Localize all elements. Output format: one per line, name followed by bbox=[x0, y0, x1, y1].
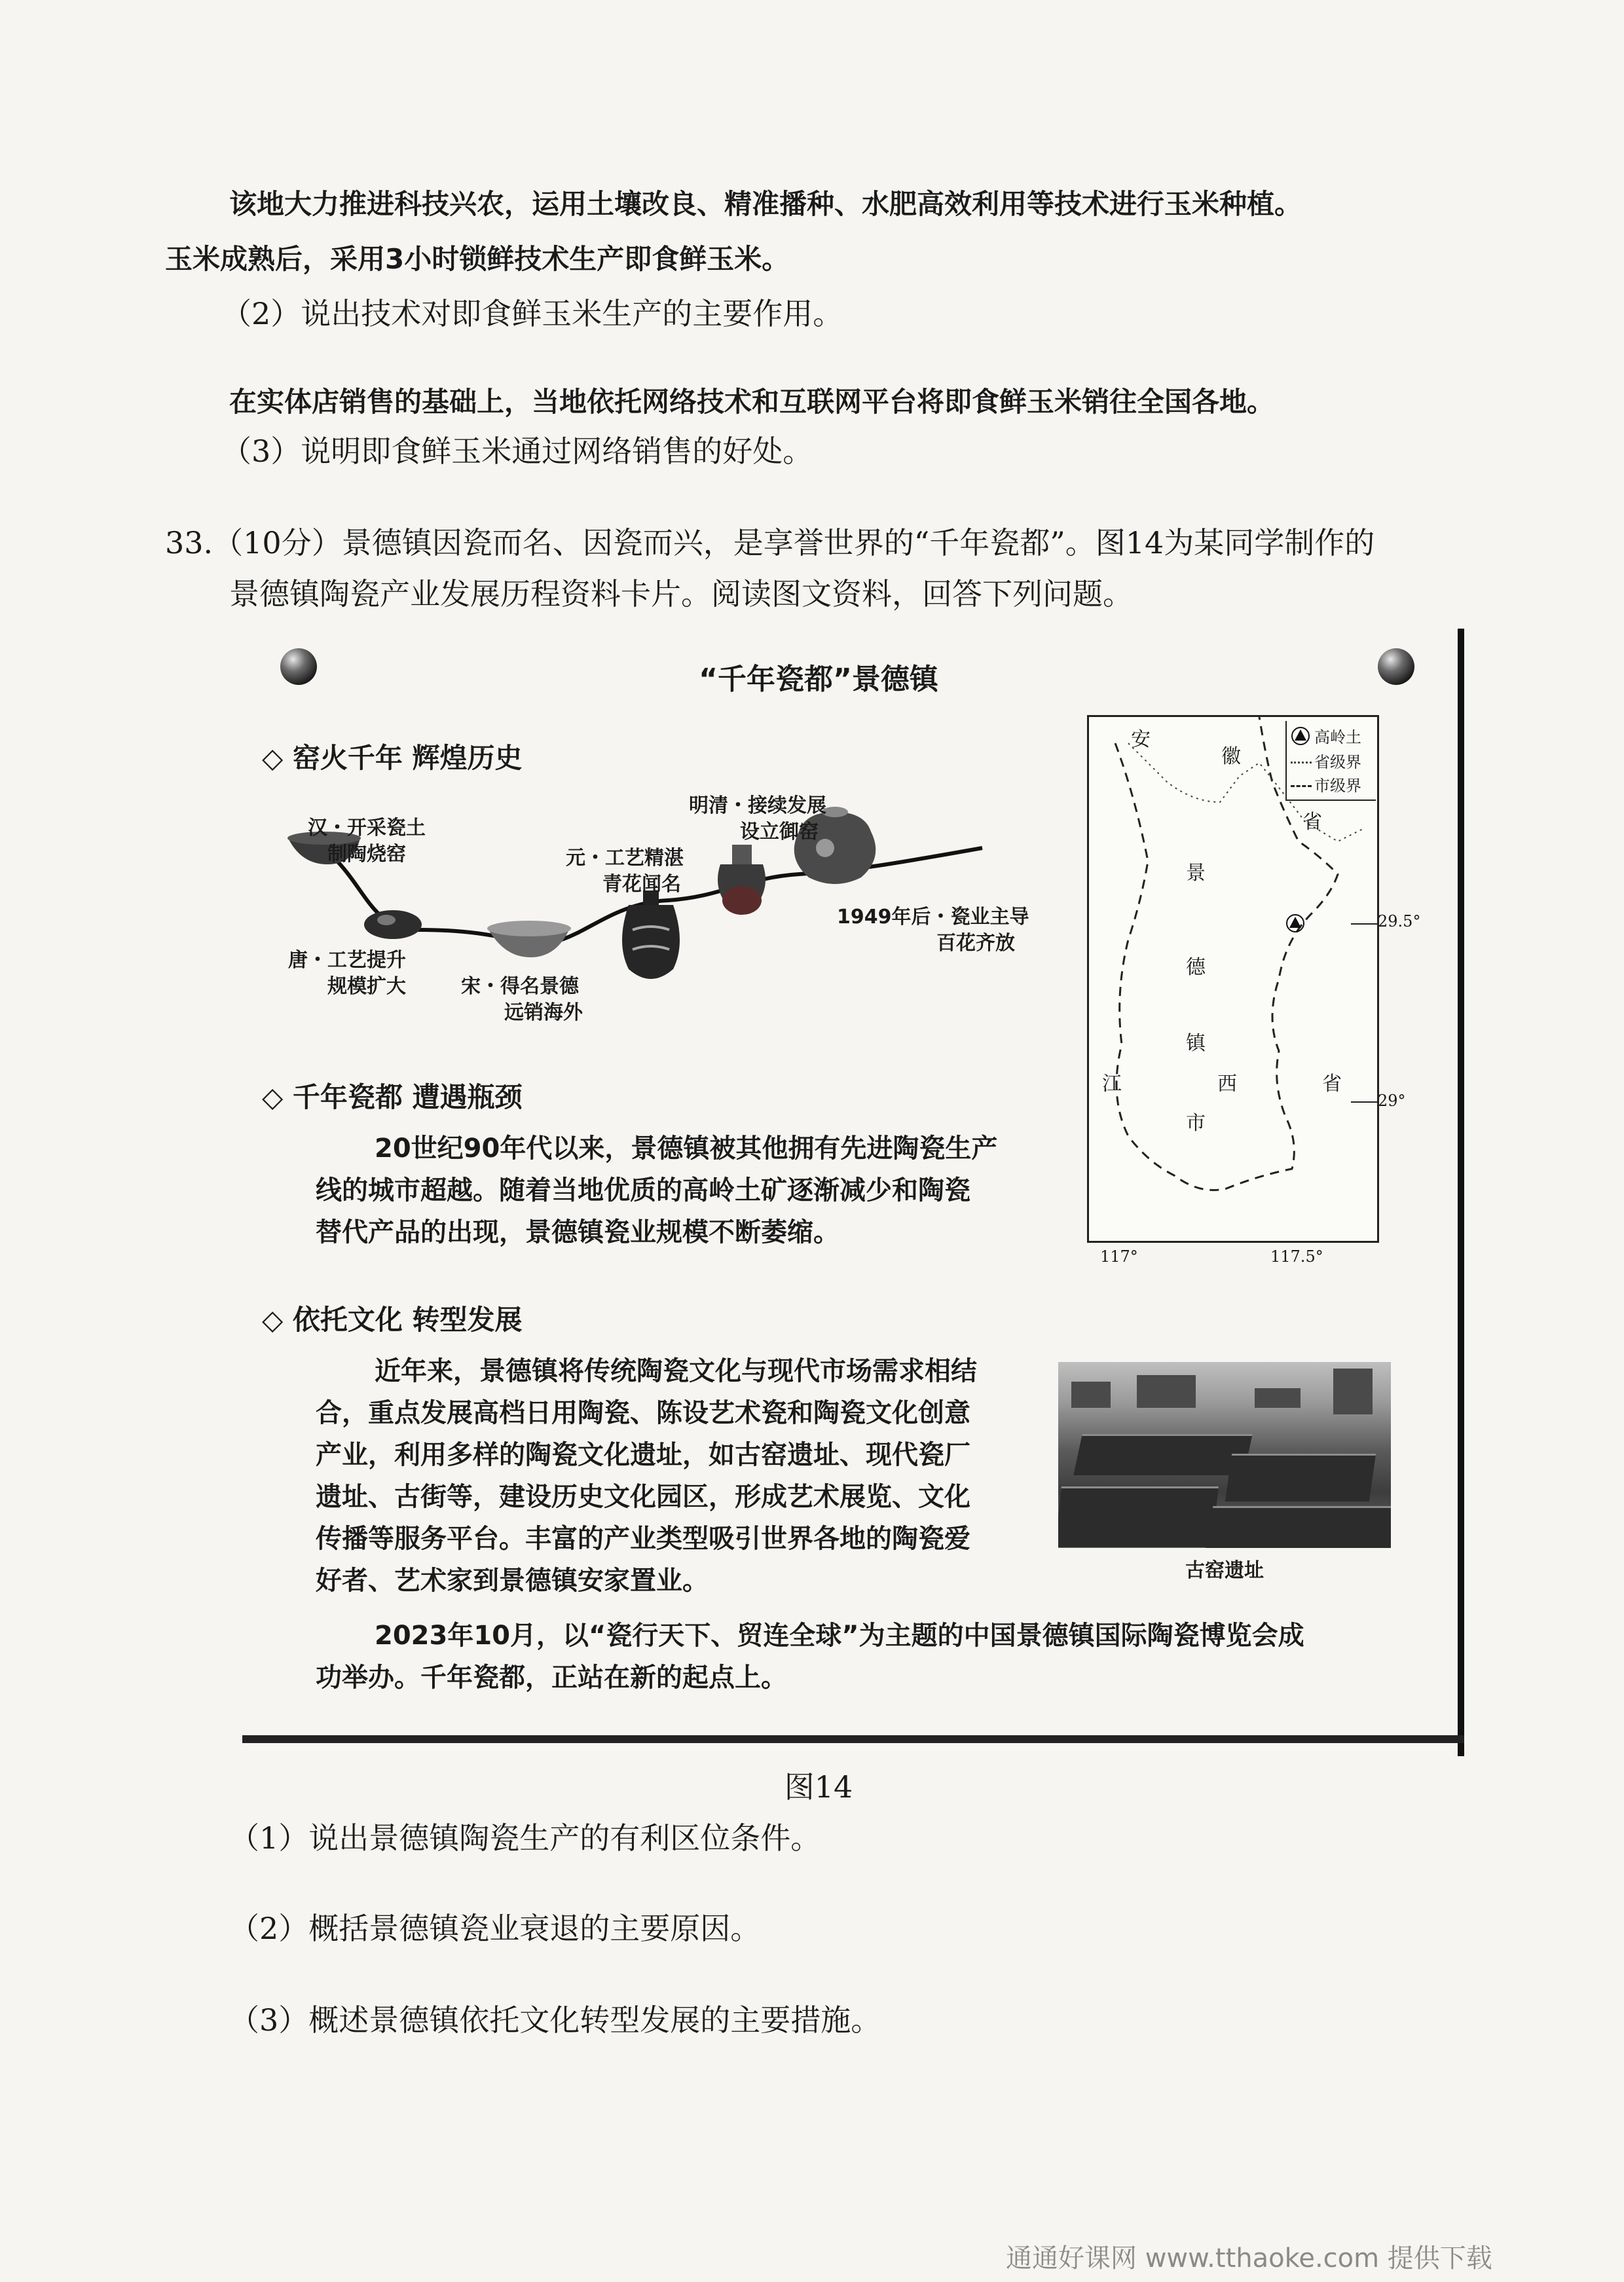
s3-line: 合，重点发展高档日用陶瓷、陈设艺术瓷和陶瓷文化创意 bbox=[316, 1398, 970, 1428]
timeline-song-1: 宋・得名景德 bbox=[461, 975, 579, 998]
legend-province-line bbox=[1291, 762, 1312, 764]
s3-final-line2: 功举办。千年瓷都，正站在新的起点上。 bbox=[316, 1663, 787, 1693]
photo-caption: 古窑遗址 bbox=[1185, 1559, 1264, 1582]
timeline-mingqing-1: 明清・接续发展 bbox=[689, 794, 826, 817]
s2-line: 20世纪90年代以来，景德镇被其他拥有先进陶瓷生产 bbox=[375, 1133, 998, 1164]
q33-line1: 33.（10分）景德镇因瓷而名、因瓷而兴，是享誉世界的“千年瓷都”。图14为某同学制作的 bbox=[165, 525, 1375, 561]
kaolin-icon bbox=[1291, 726, 1310, 746]
question-1: （1）说出景德镇陶瓷生产的有利区位条件。 bbox=[229, 1820, 821, 1856]
question-2: （2）说出技术对即食鲜玉米生产的主要作用。 bbox=[221, 296, 843, 331]
timeline-han-1: 汉・开采瓷土 bbox=[308, 817, 426, 839]
kaolin-site-icon bbox=[1285, 913, 1305, 933]
map-label-sheng1: 省 bbox=[1302, 811, 1322, 834]
pin-left-icon bbox=[280, 648, 317, 685]
legend-city-line bbox=[1291, 785, 1312, 787]
map-label-xi: 西 bbox=[1217, 1073, 1237, 1095]
timeline-yuan-1: 元・工艺精湛 bbox=[566, 847, 684, 870]
vase-mingqing-icon bbox=[718, 845, 766, 915]
question-3b: （3）概述景德镇依托文化转型发展的主要措施。 bbox=[229, 2002, 881, 2038]
s3-line: 产业，利用多样的陶瓷文化遗址，如古窑遗址、现代瓷厂 bbox=[316, 1440, 970, 1470]
vase-yuan-icon bbox=[622, 891, 680, 979]
bowl-song-icon bbox=[487, 921, 571, 957]
section-heading-bottleneck: ◇ 千年瓷都 遭遇瓶颈 bbox=[262, 1081, 523, 1113]
timeline-tang-1: 唐・工艺提升 bbox=[288, 949, 406, 972]
question-3: （3）说明即食鲜玉米通过网络销售的好处。 bbox=[221, 433, 813, 469]
s2-line: 线的城市超越。随着当地优质的高岭土矿逐渐减少和陶瓷 bbox=[316, 1175, 970, 1205]
jingdezhen-map bbox=[1087, 715, 1379, 1243]
section-heading-transformation: ◇ 依托文化 转型发展 bbox=[262, 1304, 523, 1336]
watermark: 通通好课网 www.tthaoke.com 提供下载 bbox=[1006, 2243, 1492, 2273]
card-right-border bbox=[1458, 629, 1464, 1756]
section-heading-history: ◇ 窑火千年 辉煌历史 bbox=[262, 742, 523, 774]
timeline-han-2: 制陶烧窑 bbox=[327, 843, 406, 866]
map-legend bbox=[1285, 721, 1376, 801]
figure-label: 图14 bbox=[784, 1769, 853, 1805]
s3-line: 遗址、古街等，建设历史文化园区，形成艺术展览、文化 bbox=[316, 1482, 970, 1512]
map-label-sheng2: 省 bbox=[1322, 1073, 1342, 1095]
lat-29: 29° bbox=[1378, 1092, 1406, 1110]
s3-line: 传播等服务平台。丰富的产业类型吸引世界各地的陶瓷爱 bbox=[316, 1524, 970, 1554]
lon-117: 117° bbox=[1100, 1247, 1138, 1266]
q33-line2: 景德镇陶瓷产业发展历程资料卡片。阅读图文资料，回答下列问题。 bbox=[229, 576, 1133, 612]
legend-kaolin-label: 高岭土 bbox=[1314, 728, 1361, 746]
pot-tang-icon bbox=[364, 910, 422, 939]
pin-right-icon bbox=[1378, 648, 1414, 685]
ancient-kiln-photo bbox=[1058, 1362, 1391, 1548]
legend-city-label: 市级界 bbox=[1314, 777, 1361, 795]
map-label-jiang: 江 bbox=[1102, 1073, 1122, 1095]
s2-line: 替代产品的出现，景德镇瓷业规模不断萎缩。 bbox=[316, 1217, 840, 1247]
timeline-song-2: 远销海外 bbox=[504, 1001, 583, 1024]
s3-final-line1: 2023年10月，以“瓷行天下、贸连全球”为主题的中国景德镇国际陶瓷博览会成 bbox=[375, 1621, 1304, 1651]
card-title: “千年瓷都”景德镇 bbox=[699, 663, 938, 696]
timeline-mingqing-2: 设立御窑 bbox=[740, 820, 819, 843]
lat-29-5: 29.5° bbox=[1378, 912, 1421, 930]
para-line: 该地大力推进科技兴农，运用土壤改良、精准播种、水肥高效利用等技术进行玉米种植。 bbox=[229, 188, 1302, 220]
map-city-4: 市 bbox=[1186, 1112, 1206, 1135]
lon-117-5: 117.5° bbox=[1270, 1247, 1323, 1266]
timeline-tang-2: 规模扩大 bbox=[327, 975, 406, 998]
map-city-3: 镇 bbox=[1186, 1032, 1206, 1055]
map-city-1: 景 bbox=[1186, 862, 1206, 885]
map-label-an: 安 bbox=[1131, 728, 1151, 751]
map-city-2: 德 bbox=[1186, 956, 1206, 979]
s3-line: 近年来，景德镇将传统陶瓷文化与现代市场需求相结 bbox=[375, 1356, 977, 1386]
legend-province-label: 省级界 bbox=[1314, 753, 1361, 771]
para-line: 在实体店销售的基础上，当地依托网络技术和互联网平台将即食鲜玉米销往全国各地。 bbox=[229, 386, 1275, 418]
timeline-yuan-2: 青花闻名 bbox=[602, 873, 681, 896]
map-label-hui: 徽 bbox=[1221, 745, 1241, 768]
timeline-modern-2: 百花齐放 bbox=[936, 932, 1015, 955]
para-line: 玉米成熟后，采用3小时锁鲜技术生产即食鲜玉米。 bbox=[165, 243, 790, 275]
s3-line: 好者、艺术家到景德镇安家置业。 bbox=[316, 1566, 709, 1596]
card-bottom-border bbox=[242, 1735, 1464, 1743]
timeline-modern-1: 1949年后・瓷业主导 bbox=[837, 906, 1029, 929]
question-2b: （2）概括景德镇瓷业衰退的主要原因。 bbox=[229, 1911, 761, 1946]
